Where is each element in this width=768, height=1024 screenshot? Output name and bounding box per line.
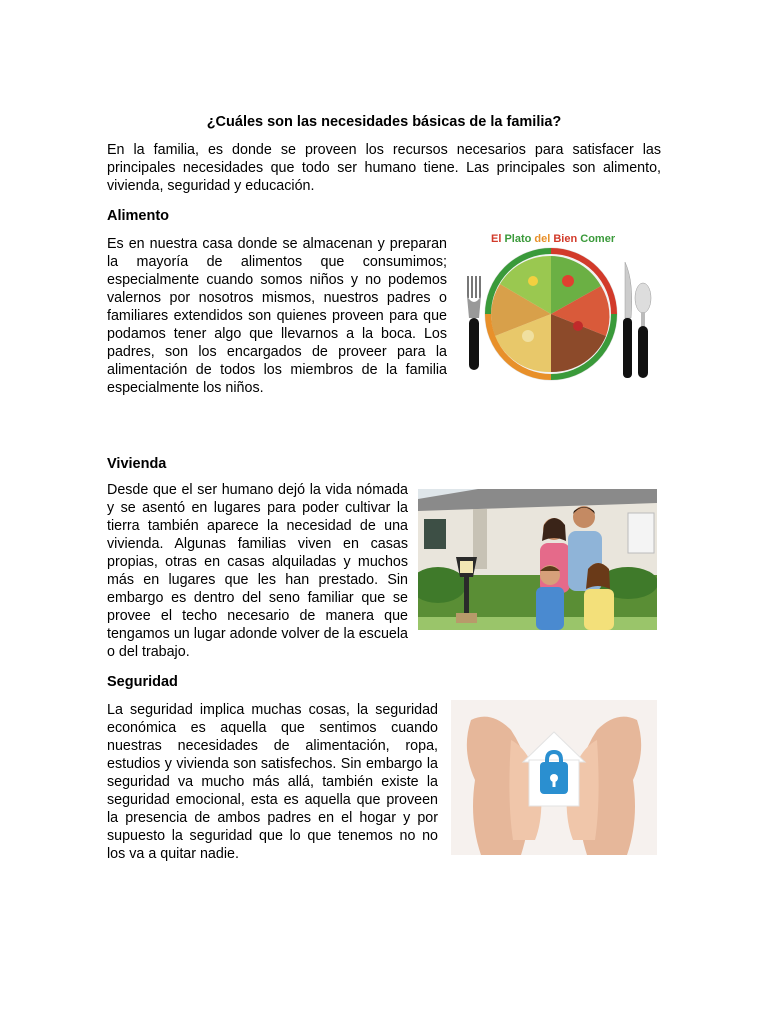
- section-text-vivienda: Desde que el ser humano dejó la vida nómada y se asentó en lugares para poder cultivar la tierra también aparece la necesidad de una vivienda. Algunas familias viven en casas propias, otras en casas alquiladas y muchos más en lugares que les han prestado. Sin embargo es dentro del seno familiar que se provee el techo necesario de manera que tengamos un lugar adonde volver de la escuela o del trabajo.: [107, 482, 408, 660]
- section-text-alimento: Es en nuestra casa donde se almacenan y preparan la mayoría de alimentos que consumimos; especialmente cuando somos niños y no podemos valernos por nosotros mismos, nuestros padres o familiares extendidos son quienes proveen para que podamos tener algo que llevarnos a la boca. Los padres, son los encargados de proveer para la alimentación de todos los miembros de la familia especialmente los niños.: [107, 236, 447, 396]
- plate-image-title: El Plato del Bien Comer: [491, 233, 616, 245]
- intro-paragraph: En la familia, es donde se proveen los recursos necesarios para satisfacer las principales necesidades que todo ser humano tiene. Las principales son alimento, vivienda, seguridad y educación.: [107, 142, 661, 194]
- section-heading-seguridad: Seguridad: [107, 674, 178, 690]
- section-heading-alimento: Alimento: [107, 208, 170, 224]
- page-title: ¿Cuáles son las necesidades básicas de la familia?: [206, 114, 562, 130]
- plate-icon: [485, 248, 617, 380]
- fork-icon: [467, 276, 481, 370]
- plate-food-guide-icon: [458, 226, 668, 386]
- spoon-icon: [635, 283, 651, 378]
- hands-house-lock-icon: [451, 700, 657, 855]
- section-text-seguridad: La seguridad implica muchas cosas, la seguridad económica es aquella que sentimos cuando nuestras necesidades de alimentación, ropa, estudios y vivienda son satisfechos. Sin embargo la seguridad va mucho más allá, también existe la seguridad emocional, esta es aquella que proveen la presencia de ambos padres en el hogar y por supuesto la seguridad que lo que tenemos no no los va a quitar nadie.: [107, 702, 438, 862]
- family-photo: [418, 489, 657, 630]
- section-heading-vivienda: Vivienda: [107, 456, 167, 472]
- knife-icon: [623, 262, 632, 378]
